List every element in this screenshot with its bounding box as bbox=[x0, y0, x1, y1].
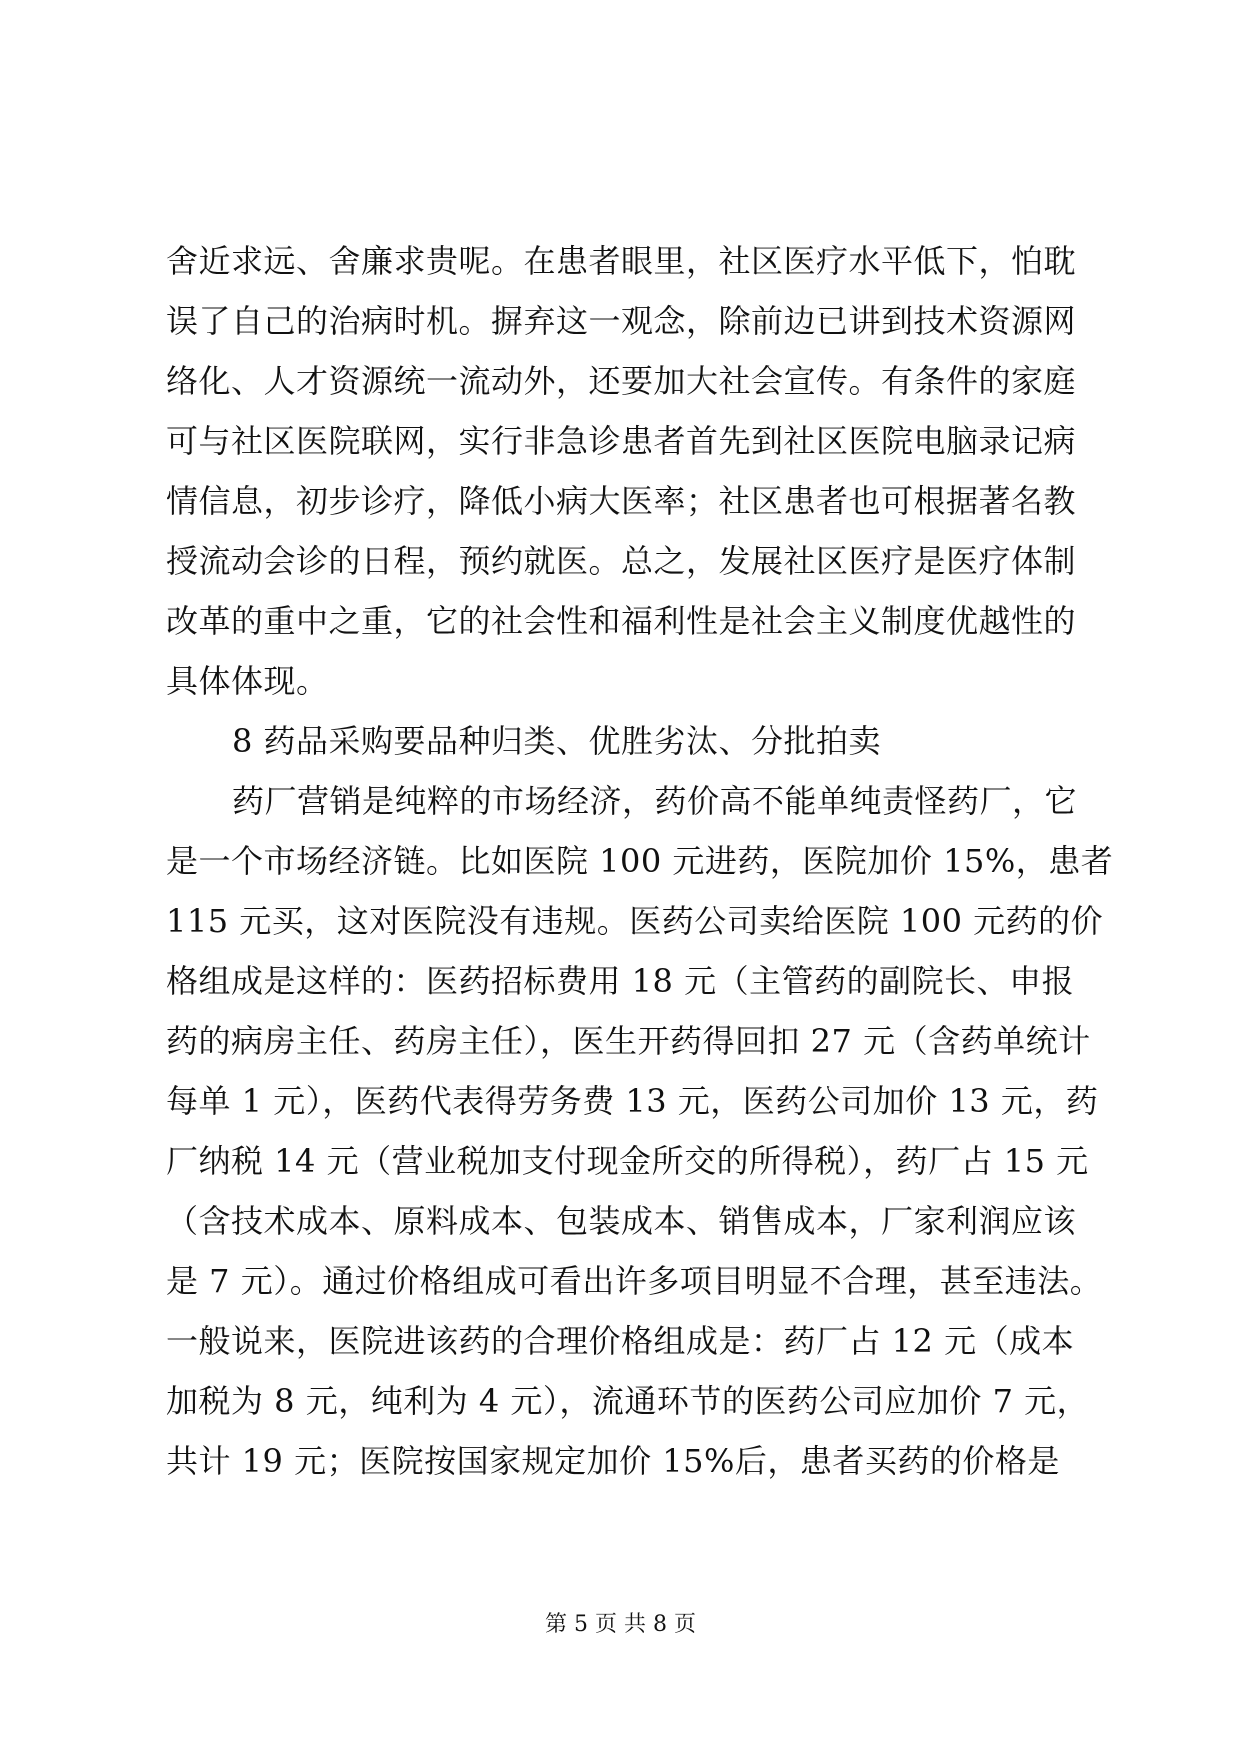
text-line: （含技术成本、原料成本、包装成本、销售成本，厂家利润应该 bbox=[166, 1202, 1077, 1240]
text-line: 是 7 元）。通过价格组成可看出许多项目明显不合理，甚至违法。 bbox=[166, 1262, 1103, 1300]
text-line: 115 元买，这对医院没有违规。医药公司卖给医院 100 元药的价 bbox=[166, 902, 1104, 940]
text-line: 络化、人才资源统一流动外，还要加大社会宣传。有条件的家庭 bbox=[166, 362, 1077, 400]
text-line: 共计 19 元；医院按国家规定加价 15%后，患者买药的价格是 bbox=[166, 1442, 1060, 1480]
text-line: 药厂营销是纯粹的市场经济，药价高不能单纯责怪药厂，它 bbox=[232, 782, 1078, 820]
text-line: 格组成是这样的：医药招标费用 18 元（主管药的副院长、申报 bbox=[166, 962, 1075, 1000]
text-line: 加税为 8 元，纯利为 4 元），流通环节的医药公司应加价 7 元， bbox=[166, 1382, 1090, 1420]
section-heading: 8 药品采购要品种归类、优胜劣汰、分批拍卖 bbox=[232, 722, 882, 760]
text-line: 误了自己的治病时机。摒弃这一观念，除前边已讲到技术资源网 bbox=[166, 302, 1077, 340]
text-line: 授流动会诊的日程，预约就医。总之，发展社区医疗是医疗体制 bbox=[166, 542, 1077, 580]
text-line: 可与社区医院联网，实行非急诊患者首先到社区医院电脑录记病 bbox=[166, 422, 1077, 460]
text-line: 舍近求远、舍廉求贵呢。在患者眼里，社区医疗水平低下，怕耽 bbox=[166, 242, 1077, 280]
text-line: 情信息，初步诊疗，降低小病大医率；社区患者也可根据著名教 bbox=[166, 482, 1077, 520]
page-number: 第 5 页 共 8 页 bbox=[545, 1612, 696, 1637]
document-body bbox=[166, 231, 1114, 1491]
text-line: 厂纳税 14 元（营业税加支付现金所交的所得税），药厂占 15 元 bbox=[166, 1142, 1089, 1180]
text-line: 药的病房主任、药房主任），医生开药得回扣 27 元（含药单统计 bbox=[166, 1022, 1091, 1060]
text-line: 具体体现。 bbox=[166, 662, 329, 700]
text-line: 改革的重中之重，它的社会性和福利性是社会主义制度优越性的 bbox=[166, 602, 1077, 640]
text-line: 每单 1 元），医药代表得劳务费 13 元，医药公司加价 13 元，药 bbox=[166, 1082, 1099, 1120]
text-line: 一般说来，医院进该药的合理价格组成是：药厂占 12 元（成本 bbox=[166, 1322, 1075, 1360]
text-line: 是一个市场经济链。比如医院 100 元进药，医院加价 15%，患者 bbox=[166, 842, 1114, 880]
